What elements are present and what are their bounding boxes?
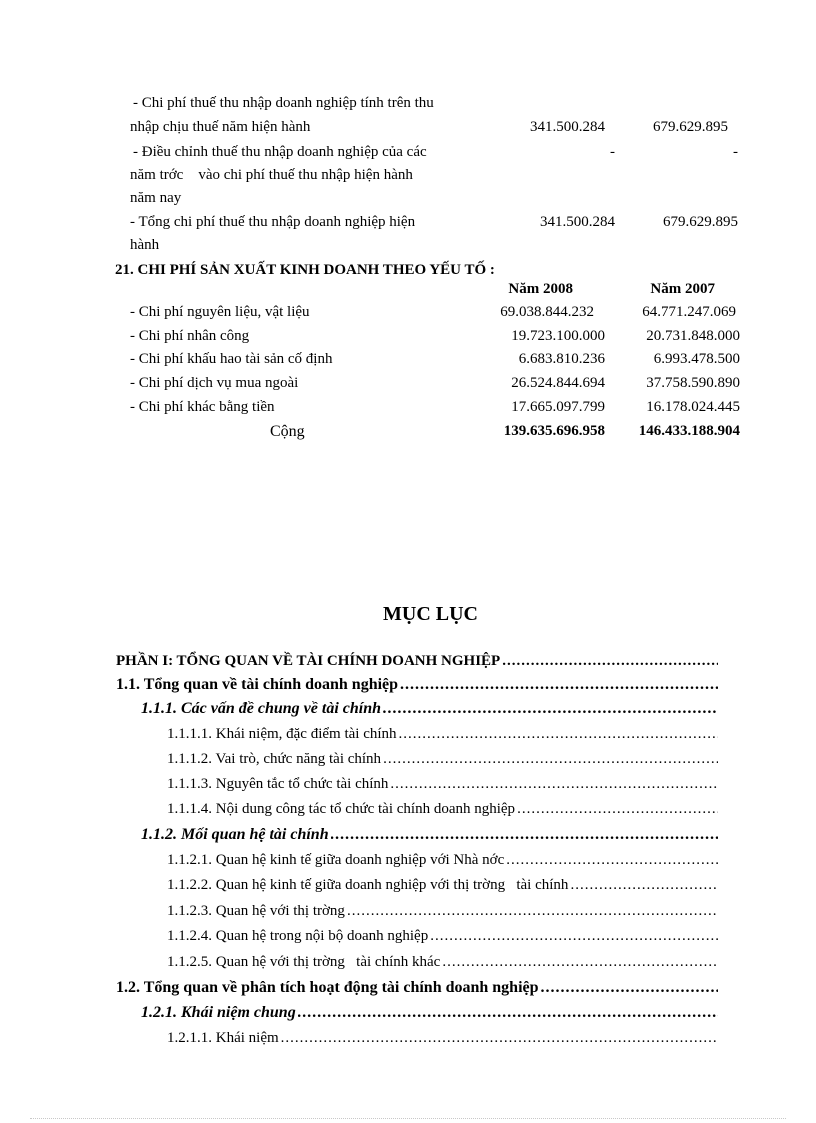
costs-col-2008: Năm 2008 xyxy=(508,281,573,297)
tax-row-2-value-2008: - xyxy=(610,144,615,160)
toc-entry-label: 1.1.2.3. Quan hệ với thị trờng xyxy=(167,903,345,919)
costs-row-value-2007: 37.758.590.890 xyxy=(646,375,740,391)
toc-title: MỤC LỤC xyxy=(383,603,478,625)
toc-leader xyxy=(298,1004,718,1022)
toc-entry-label: 1.1. Tổng quan về tài chính doanh nghiệp xyxy=(116,676,399,693)
costs-row-label: - Chi phí khấu hao tài sản cố định xyxy=(130,351,333,367)
toc-entry[interactable] xyxy=(167,852,718,869)
tax-row-1-line-2: nhập chịu thuế năm hiện hành xyxy=(130,119,311,135)
costs-row-label: - Chi phí nguyên liệu, vật liệu xyxy=(130,304,310,320)
toc-entry-label: 1.1.2.1. Quan hệ kinh tế giữa doanh nghiệp với Nhà nớc xyxy=(167,852,505,868)
toc-leader xyxy=(541,979,718,997)
toc-entry[interactable] xyxy=(167,776,718,793)
tax-row-2-value-2007: - xyxy=(733,144,738,160)
toc-entry[interactable] xyxy=(167,954,718,971)
toc-leader xyxy=(347,903,718,920)
tax-row-3-value-2008: 341.500.284 xyxy=(540,214,615,230)
tax-row-2-line-3: năm nay xyxy=(130,190,182,206)
costs-row-value-2007: 20.731.848.000 xyxy=(646,328,740,344)
toc-entry-label: 1.1.1. Các vấn đề chung về tài chính xyxy=(141,700,382,717)
toc-entry[interactable] xyxy=(167,726,718,743)
costs-row-label: - Chi phí dịch vụ mua ngoài xyxy=(130,375,299,391)
toc-entry[interactable] xyxy=(116,979,718,997)
tax-row-1-value-2008: 341.500.284 xyxy=(530,119,605,135)
toc-leader xyxy=(331,826,718,844)
toc-entry[interactable] xyxy=(167,801,718,818)
toc-entry[interactable] xyxy=(141,1004,718,1022)
costs-row-label: - Chi phí khác bằng tiền xyxy=(130,399,275,415)
toc-entry-label: 1.1.2.5. Quan hệ với thị trờng tài chính khác xyxy=(167,954,441,970)
toc-entry-label: 1.1.1.3. Nguyên tắc tổ chức tài chính xyxy=(167,776,389,792)
toc-leader xyxy=(502,653,718,670)
toc-entry-label: PHẦN I: TỔNG QUAN VỀ TÀI CHÍNH DOANH NGHIỆP xyxy=(116,653,501,669)
tax-row-3-line-1: - Tổng chi phí thuế thu nhập doanh nghiệp hiện xyxy=(130,214,416,230)
costs-total-2008: 139.635.696.958 xyxy=(503,423,605,439)
toc-leader xyxy=(506,852,718,869)
tax-row-3-line-2: hành xyxy=(130,237,160,253)
tax-row-1-value-2007: 679.629.895 xyxy=(653,119,728,135)
toc-entry[interactable] xyxy=(116,653,718,670)
toc-entry[interactable] xyxy=(167,928,718,945)
tax-row-2-line-1: - Điều chỉnh thuế thu nhập doanh nghiệp của các xyxy=(133,144,427,160)
toc-entry[interactable] xyxy=(167,877,718,894)
costs-row-value-2008: 6.683.810.236 xyxy=(518,351,605,367)
toc-leader xyxy=(383,700,718,718)
toc-entry[interactable] xyxy=(141,826,718,844)
costs-row-label: - Chi phí nhân công xyxy=(130,328,250,344)
costs-row-value-2007: 6.993.478.500 xyxy=(653,351,740,367)
toc-entry-label: 1.2.1. Khái niệm chung xyxy=(141,1004,296,1021)
toc-leader xyxy=(390,776,718,793)
toc-entry-label: 1.1.2.2. Quan hệ kinh tế giữa doanh nghiệp với thị trờng tài chính xyxy=(167,877,569,893)
costs-total-label: Cộng xyxy=(270,423,305,440)
toc-entry-label: 1.1.1.4. Nội dung công tác tổ chức tài chính doanh nghiệp xyxy=(167,801,516,817)
toc-entry-label: 1.1.1.2. Vai trò, chức năng tài chính xyxy=(167,751,382,767)
costs-row-value-2008: 19.723.100.000 xyxy=(511,328,605,344)
tax-row-2-line-2: năm trớc vào chi phí thuế thu nhập hiện hành xyxy=(130,167,413,183)
costs-total-2007: 146.433.188.904 xyxy=(638,423,740,439)
toc-entry[interactable] xyxy=(116,676,718,694)
toc-leader xyxy=(517,801,718,818)
costs-row-value-2007: 64.771.247.069 xyxy=(642,304,736,320)
toc-entry-label: 1.1.1.1. Khái niệm, đặc điểm tài chính xyxy=(167,726,397,742)
page-bottom-divider xyxy=(30,1118,786,1119)
toc-entry-label: 1.1.2.4. Quan hệ trong nội bộ doanh nghiệp xyxy=(167,928,429,944)
toc-leader xyxy=(430,928,718,945)
toc-leader xyxy=(383,751,718,768)
tax-row-1-line-1: - Chi phí thuế thu nhập doanh nghiệp tính trên thu xyxy=(133,95,434,111)
costs-row-value-2008: 26.524.844.694 xyxy=(511,375,605,391)
toc-leader xyxy=(400,676,718,694)
toc-entry[interactable] xyxy=(141,700,718,718)
toc-entry-label: 1.2.1.1. Khái niệm xyxy=(167,1030,279,1046)
toc-leader xyxy=(442,954,718,971)
costs-heading: 21. CHI PHÍ SẢN XUẤT KINH DOANH THEO YẾU TỐ : xyxy=(115,262,495,278)
toc-entry[interactable] xyxy=(167,751,718,768)
toc-entry-label: 1.2. Tổng quan về phân tích hoạt động tài chính doanh nghiệp xyxy=(116,979,539,996)
toc-entry[interactable] xyxy=(167,1030,718,1047)
costs-row-value-2008: 69.038.844.232 xyxy=(500,304,594,320)
toc-leader xyxy=(281,1030,718,1047)
costs-col-2007: Năm 2007 xyxy=(650,281,715,297)
toc-entry[interactable] xyxy=(167,903,718,920)
toc-leader xyxy=(399,726,718,743)
tax-row-3-value-2007: 679.629.895 xyxy=(663,214,738,230)
toc-entry-label: 1.1.2. Mối quan hệ tài chính xyxy=(141,826,329,843)
costs-row-value-2008: 17.665.097.799 xyxy=(511,399,605,415)
costs-row-value-2007: 16.178.024.445 xyxy=(646,399,740,415)
toc-leader xyxy=(570,877,718,894)
